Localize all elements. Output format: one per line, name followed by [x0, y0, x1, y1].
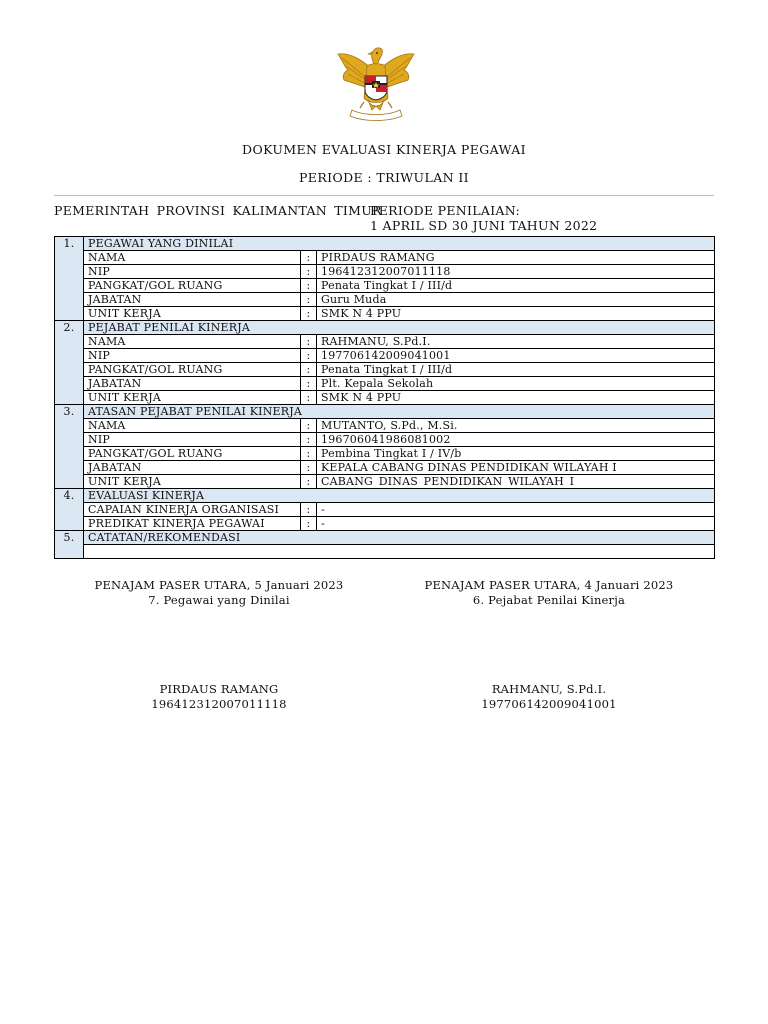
- field-value: 197706142009041001: [317, 349, 715, 363]
- section-number: 4.: [55, 489, 84, 531]
- colon: :: [301, 279, 317, 293]
- field-value: KEPALA CABANG DINAS PENDIDIKAN WILAYAH I: [317, 461, 715, 475]
- field-label: NIP: [84, 433, 301, 447]
- document-title: DOKUMEN EVALUASI KINERJA PEGAWAI: [242, 142, 526, 157]
- field-label: JABATAN: [84, 293, 301, 307]
- signature-right-role: 6. Pejabat Penilai Kinerja: [472, 593, 626, 607]
- field-value: MUTANTO, S.Pd., M.Si.: [317, 419, 715, 433]
- field-value: SMK N 4 PPU: [317, 307, 715, 321]
- table-row: [55, 335, 715, 349]
- table-row: [55, 251, 715, 265]
- section-number: 3.: [55, 405, 84, 489]
- colon: :: [301, 447, 317, 461]
- field-value: RAHMANU, S.Pd.I.: [317, 335, 715, 349]
- colon: :: [301, 251, 317, 265]
- table-row: [55, 377, 715, 391]
- field-value: Penata Tingkat I / III/d: [317, 363, 715, 377]
- table-row: [55, 433, 715, 447]
- signature-right-nip: 197706142009041001: [481, 697, 617, 711]
- table-row: [55, 419, 715, 433]
- notes-cell: [84, 545, 715, 559]
- section-header: [55, 531, 715, 545]
- section-title: EVALUASI KINERJA: [84, 489, 715, 503]
- field-label: NIP: [84, 349, 301, 363]
- colon: :: [301, 503, 317, 517]
- colon: :: [301, 349, 317, 363]
- field-value: 196706041986081002: [317, 433, 715, 447]
- section-number: 5.: [55, 531, 84, 559]
- table-row: [55, 279, 715, 293]
- table-row: [55, 363, 715, 377]
- signature-right-place-date: PENAJAM PASER UTARA, 4 Januari 2023: [424, 578, 674, 592]
- colon: :: [301, 363, 317, 377]
- assessment-period-label: PERIODE PENILAIAN:: [370, 203, 521, 218]
- field-label: NAMA: [84, 419, 301, 433]
- period-title: PERIODE : TRIWULAN II: [298, 170, 470, 185]
- colon: :: [301, 517, 317, 531]
- table-row: [55, 475, 715, 489]
- field-label: NIP: [84, 265, 301, 279]
- signature-right-name: RAHMANU, S.Pd.I.: [491, 682, 607, 696]
- field-value: Guru Muda: [317, 293, 715, 307]
- field-label: PREDIKAT KINERJA PEGAWAI: [84, 517, 301, 531]
- table-row: [55, 545, 715, 559]
- section-header: [55, 321, 715, 335]
- garuda-emblem-icon: [334, 42, 418, 124]
- colon: :: [301, 377, 317, 391]
- field-label: UNIT KERJA: [84, 307, 301, 321]
- table-row: [55, 461, 715, 475]
- colon: :: [301, 335, 317, 349]
- field-value: Plt. Kepala Sekolah: [317, 377, 715, 391]
- field-label: PANGKAT/GOL RUANG: [84, 279, 301, 293]
- table-row: [55, 349, 715, 363]
- field-value: Pembina Tingkat I / IV/b: [317, 447, 715, 461]
- signature-left-role: 7. Pegawai yang Dinilai: [148, 593, 290, 607]
- colon: :: [301, 475, 317, 489]
- section-header: [55, 405, 715, 419]
- section-header: [55, 489, 715, 503]
- agency-name: PEMERINTAH PROVINSI KALIMANTAN TIMUR: [54, 203, 382, 218]
- table-row: [55, 517, 715, 531]
- field-label: JABATAN: [84, 461, 301, 475]
- field-label: NAMA: [84, 251, 301, 265]
- field-label: PANGKAT/GOL RUANG: [84, 363, 301, 377]
- field-value: -: [317, 517, 715, 531]
- section-title: CATATAN/REKOMENDASI: [84, 531, 715, 545]
- colon: :: [301, 433, 317, 447]
- colon: :: [301, 391, 317, 405]
- field-value: CABANG DINAS PENDIDIKAN WILAYAH I: [317, 475, 715, 489]
- colon: :: [301, 307, 317, 321]
- field-value: Penata Tingkat I / III/d: [317, 279, 715, 293]
- table-row: [55, 307, 715, 321]
- section-number: 1.: [55, 237, 84, 321]
- colon: :: [301, 293, 317, 307]
- divider: [54, 195, 714, 196]
- field-label: CAPAIAN KINERJA ORGANISASI: [84, 503, 301, 517]
- field-label: JABATAN: [84, 377, 301, 391]
- field-label: PANGKAT/GOL RUANG: [84, 447, 301, 461]
- field-value: 196412312007011118: [317, 265, 715, 279]
- table-row: [55, 265, 715, 279]
- section-header: [55, 237, 715, 251]
- colon: :: [301, 419, 317, 433]
- signature-left-place-date: PENAJAM PASER UTARA, 5 Januari 2023: [94, 578, 344, 592]
- section-number: 2.: [55, 321, 84, 405]
- evaluation-table: [54, 236, 715, 559]
- assessment-period-range: 1 APRIL SD 30 JUNI TAHUN 2022: [370, 218, 598, 233]
- section-title: ATASAN PEJABAT PENILAI KINERJA: [84, 405, 715, 419]
- table-row: [55, 391, 715, 405]
- colon: :: [301, 461, 317, 475]
- signature-left-nip: 196412312007011118: [151, 697, 287, 711]
- table-row: [55, 293, 715, 307]
- field-value: SMK N 4 PPU: [317, 391, 715, 405]
- field-value: -: [317, 503, 715, 517]
- field-label: UNIT KERJA: [84, 391, 301, 405]
- field-label: UNIT KERJA: [84, 475, 301, 489]
- table-row: [55, 447, 715, 461]
- field-label: NAMA: [84, 335, 301, 349]
- colon: :: [301, 265, 317, 279]
- section-title: PEGAWAI YANG DINILAI: [84, 237, 715, 251]
- field-value: PIRDAUS RAMANG: [317, 251, 715, 265]
- signature-left-name: PIRDAUS RAMANG: [159, 682, 279, 696]
- section-title: PEJABAT PENILAI KINERJA: [84, 321, 715, 335]
- table-row: [55, 503, 715, 517]
